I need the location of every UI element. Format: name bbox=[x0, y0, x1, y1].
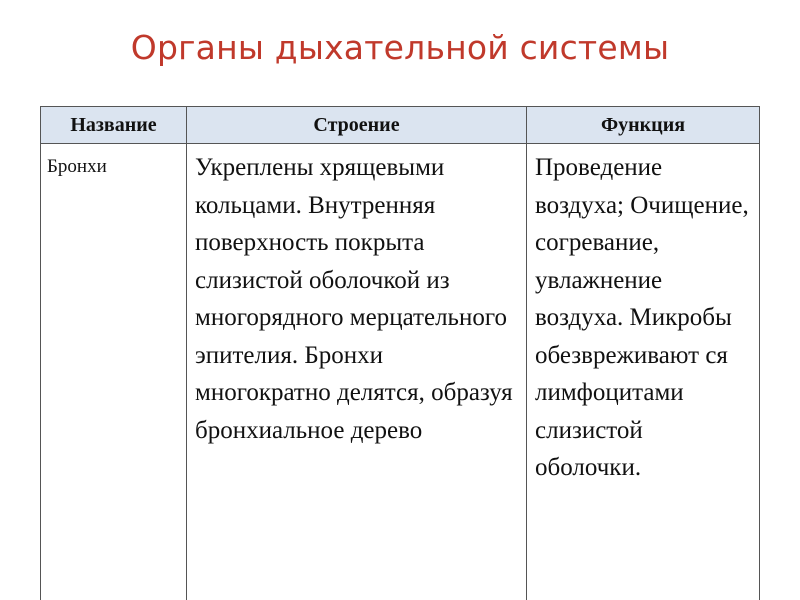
slide-title: Органы дыхательной системы bbox=[130, 28, 670, 67]
header-name: Название bbox=[41, 107, 187, 144]
cell-organ-function: Проведение воздуха; Очищение, согревание, увлажнение воздуха. Микробы обезвреживают ся лимфоцитами слизистой оболочки. bbox=[527, 144, 760, 600]
cell-organ-structure: Укреплены хрящевыми кольцами. Внутренняя поверхность покрыта слизистой оболочкой из многорядного мерцательного эпителия. Бронхи многократно делятся, образуя бронхиальное дерево bbox=[187, 144, 527, 600]
cell-organ-name: Бронхи bbox=[41, 144, 187, 600]
header-function: Функция bbox=[527, 107, 760, 144]
header-structure: Строение bbox=[187, 107, 527, 144]
table-row bbox=[41, 144, 760, 600]
table-header-row bbox=[41, 107, 760, 144]
organs-table bbox=[40, 106, 760, 600]
